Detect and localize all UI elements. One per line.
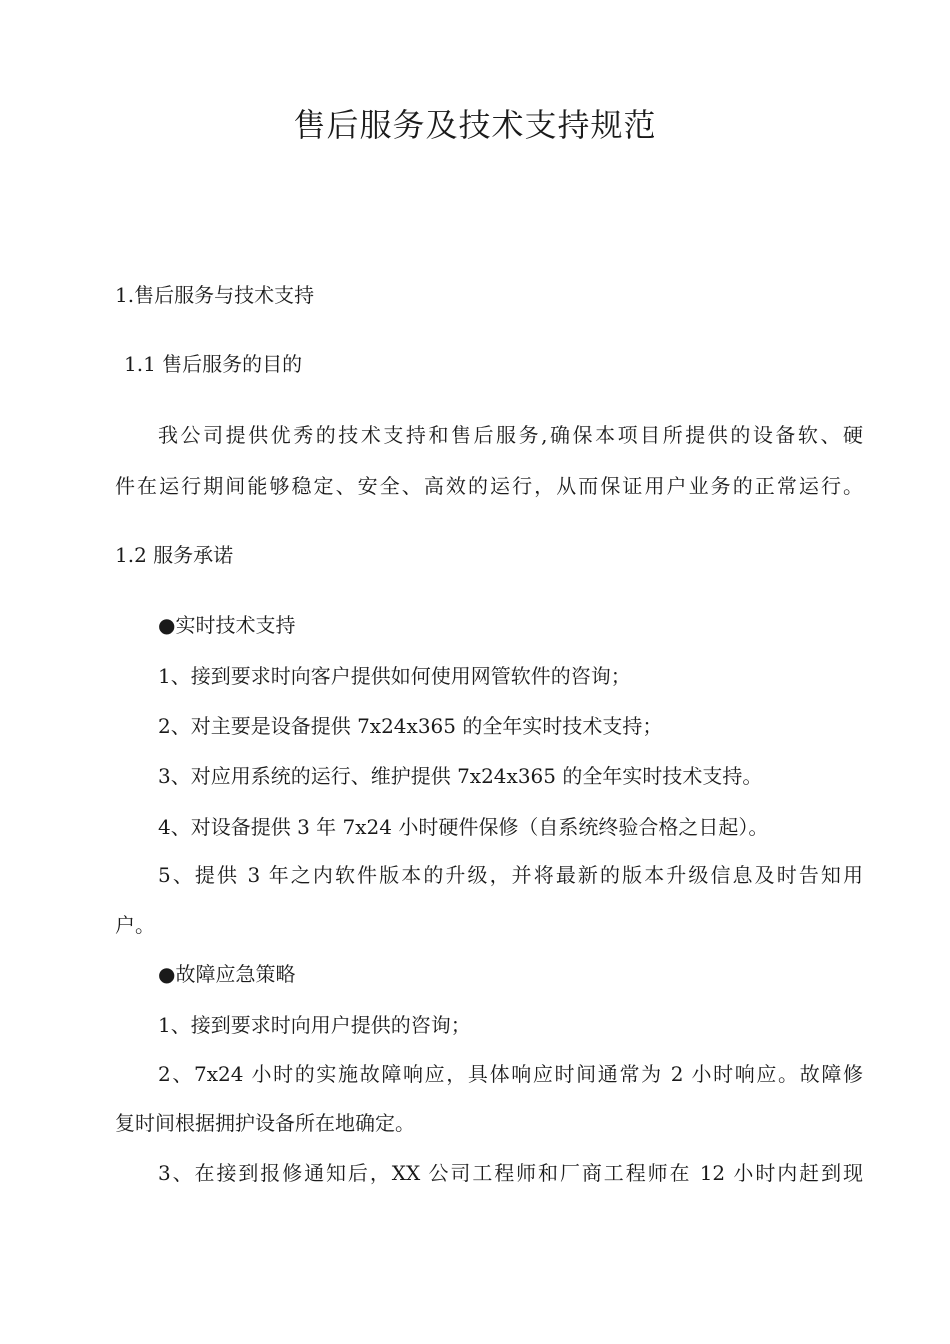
list-item: 2、7x24 小时的实施故障响应，具体响应时间通常为 2 小时响应。故障修 xyxy=(158,1062,863,1086)
list-item-continuation: 户。 xyxy=(115,913,155,937)
purpose-paragraph-line-1: 我公司提供优秀的技术支持和售后服务,确保本项目所提供的设备软、硬 xyxy=(158,423,863,447)
bullet-realtime-support: ●实时技术支持 xyxy=(158,613,296,637)
list-item: 2、对主要是设备提供 7x24x365 的全年实时技术支持； xyxy=(158,714,663,738)
bullet-fault-emergency: ●故障应急策略 xyxy=(158,962,296,986)
list-item: 1、接到要求时向用户提供的咨询； xyxy=(158,1013,471,1037)
list-item: 3、在接到报修通知后，XX 公司工程师和厂商工程师在 12 小时内赶到现 xyxy=(158,1161,863,1185)
list-item: 4、对设备提供 3 年 7x24 小时硬件保修（自系统终验合格之日起）。 xyxy=(158,815,769,839)
section-heading-1: 1.售后服务与技术支持 xyxy=(115,283,315,307)
list-item: 3、对应用系统的运行、维护提供 7x24x365 的全年实时技术支持。 xyxy=(158,764,763,788)
list-item-continuation: 复时间根据拥护设备所在地确定。 xyxy=(115,1111,415,1135)
section-heading-1-1: 1.1 售后服务的目的 xyxy=(124,352,303,376)
list-item: 1、接到要求时向客户提供如何使用网管软件的咨询； xyxy=(158,664,631,688)
section-heading-1-2: 1.2 服务承诺 xyxy=(115,543,234,567)
list-item: 5、提供 3 年之内软件版本的升级，并将最新的版本升级信息及时告知用 xyxy=(158,863,863,887)
purpose-paragraph-line-2: 件在运行期间能够稳定、安全、高效的运行，从而保证用户业务的正常运行。 xyxy=(115,474,863,498)
document-title: 售后服务及技术支持规范 xyxy=(293,106,657,144)
